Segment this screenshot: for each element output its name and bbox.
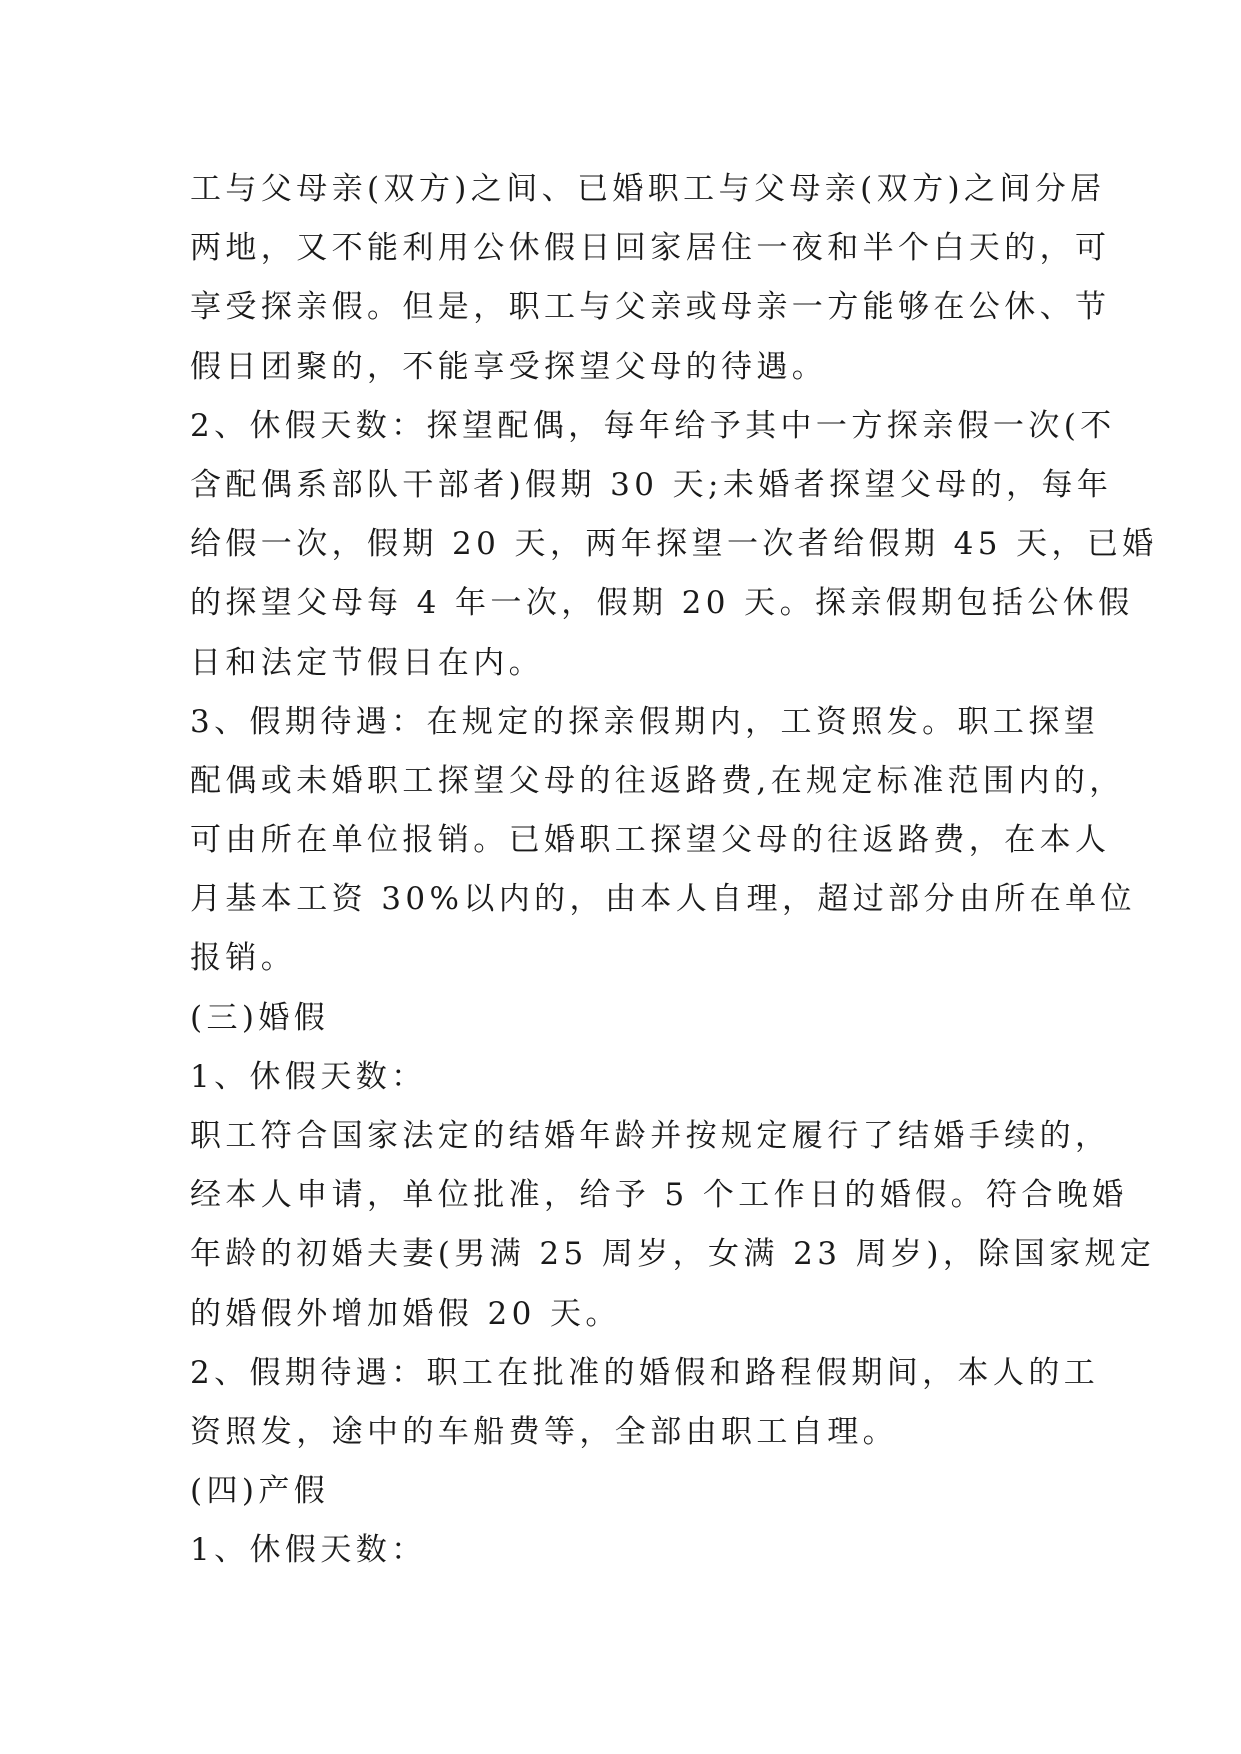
text-line: 日和法定节假日在内。	[190, 644, 544, 681]
text-line: 职工符合国家法定的结婚年龄并按规定履行了结婚手续的，	[190, 1118, 1111, 1154]
text-line: 工与父母亲(双方)之间、已婚职工与父母亲(双方)之间分居	[190, 171, 1106, 207]
section-heading: (三)婚假	[190, 999, 330, 1036]
text-line: 可由所在单位报销。已婚职工探望父母的往返路费，在本人	[190, 822, 1111, 859]
text-line: 含配偶系部队干部者)假期 30 天;未婚者探望父母的，每年	[190, 466, 1113, 503]
text-line: 经本人申请，单位批准，给予 5 个工作日的婚假。符合晚婚	[190, 1177, 1128, 1214]
text-line: 2、假期待遇：职工在批准的婚假和路程假期间，本人的工	[190, 1354, 1100, 1391]
text-line: 1、休假天数：	[190, 1058, 427, 1095]
text-line: 的婚假外增加婚假 20 天。	[190, 1295, 621, 1332]
text-line: 年龄的初婚夫妻(男满 25 周岁，女满 23 周岁)，除国家规定	[190, 1236, 1156, 1273]
text-line: 1、休假天数：	[190, 1532, 427, 1569]
text-line: 假日团聚的，不能享受探望父母的待遇。	[190, 348, 828, 385]
text-line: 报销。	[190, 940, 297, 977]
text-line: 月基本工资 30%以内的，由本人自理，超过部分由所在单位	[190, 881, 1136, 918]
text-line: 配偶或未婚职工探望父母的往返路费,在规定标准范围内的，	[190, 762, 1125, 799]
text-line: 资照发，途中的车船费等，全部由职工自理。	[190, 1413, 898, 1450]
text-line: 2、休假天数：探望配偶，每年给予其中一方探亲假一次(不	[190, 407, 1116, 444]
text-line: 3、假期待遇：在规定的探亲假期内，工资照发。职工探望	[190, 703, 1100, 740]
text-line: 的探望父母每 4 年一次，假期 20 天。探亲假期包括公休假	[190, 585, 1134, 622]
section-heading: (四)产假	[190, 1473, 330, 1510]
text-line: 给假一次，假期 20 天，两年探望一次者给假期 45 天，已婚	[190, 526, 1158, 563]
document-body	[190, 160, 1158, 1581]
text-line: 享受探亲假。但是，职工与父亲或母亲一方能够在公休、节	[190, 289, 1111, 326]
text-line: 两地，又不能利用公休假日回家居住一夜和半个白天的，可	[190, 230, 1111, 267]
